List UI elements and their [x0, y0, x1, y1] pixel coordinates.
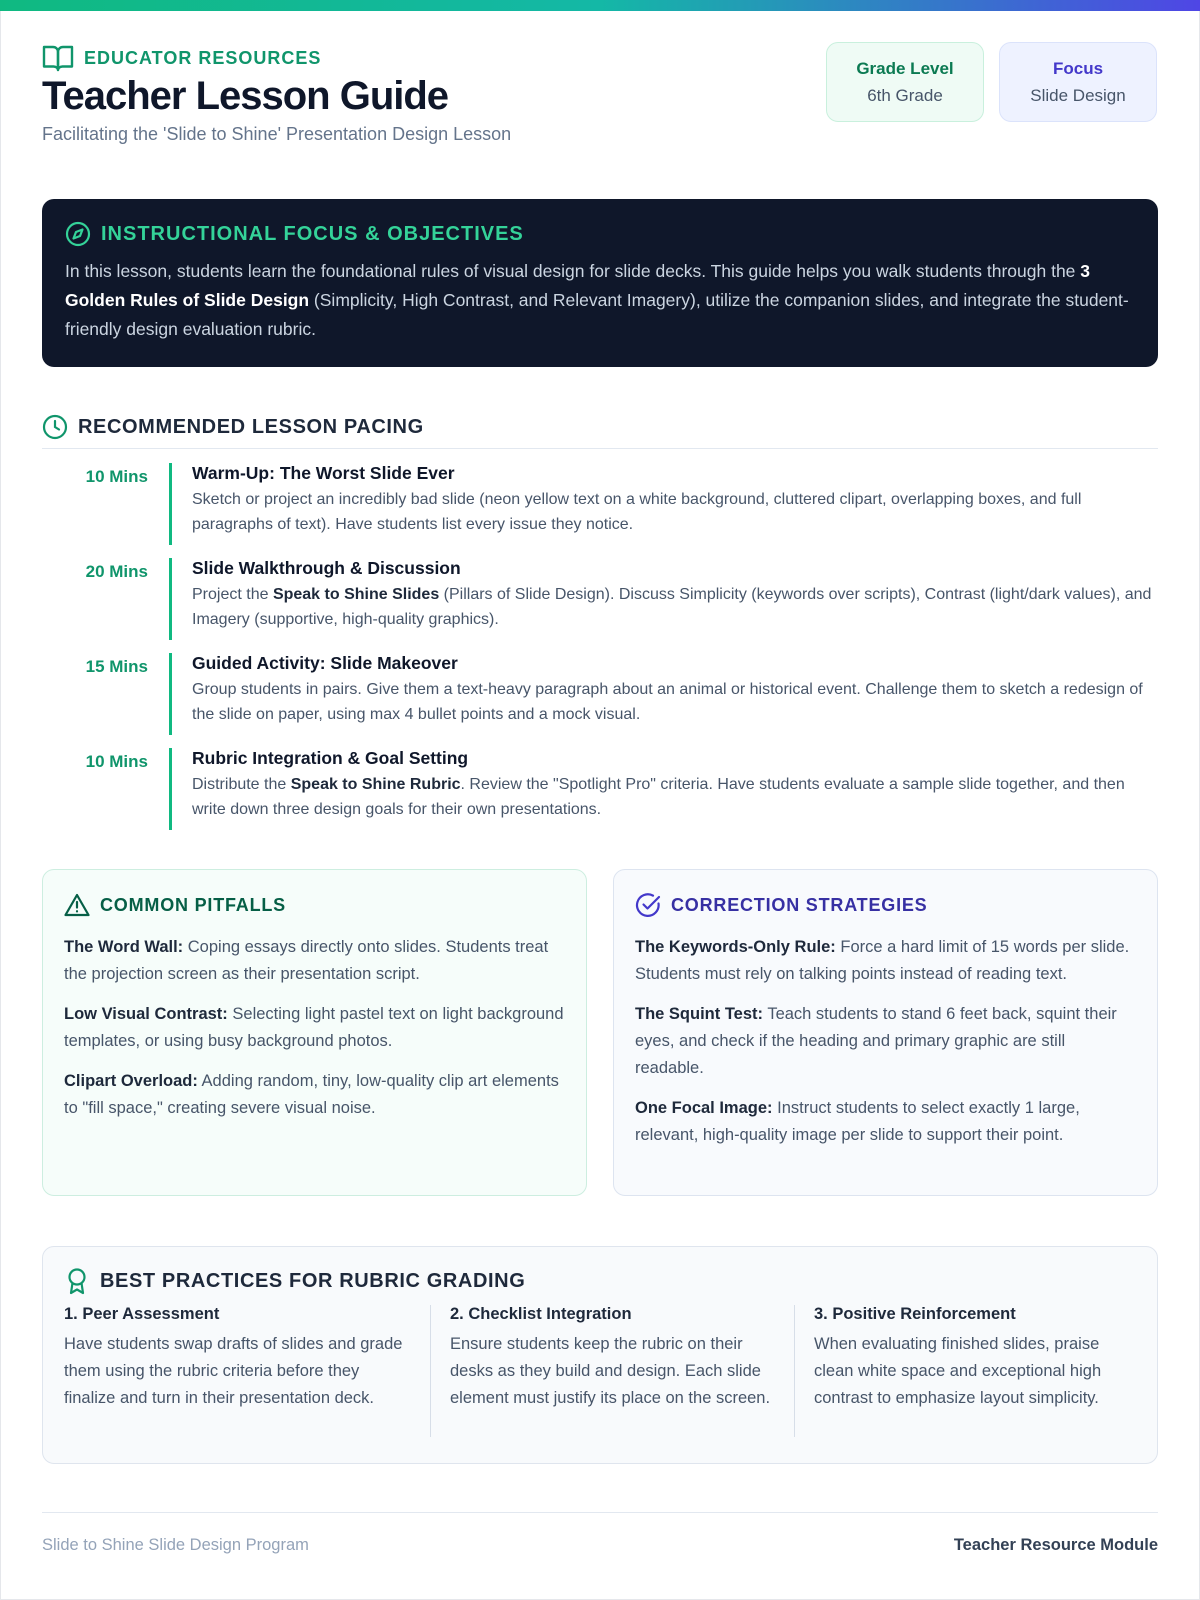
best-practices-title: BEST PRACTICES FOR RUBRIC GRADING: [100, 1269, 526, 1292]
pacing-item-desc: Group students in pairs. Give them a text-heavy paragraph about an animal or historical event. Challenge them to sketch a redesign of the slide on paper, using max 4 bullet points and a mock visual.: [192, 681, 1143, 723]
best-practice-text: When evaluating finished slides, praise clean white space and exceptional high contrast to emphasize layout simplicity.: [814, 1335, 1102, 1407]
eyebrow: [42, 44, 321, 72]
strategy-item: The Squint Test: Teach students to stand 6 feet back, squint their eyes, and check if the heading and primary graphic are still readable.: [635, 1005, 1117, 1077]
pacing-item-title: Rubric Integration & Goal Setting: [192, 748, 469, 768]
pitfalls-title: COMMON PITFALLS: [100, 894, 286, 915]
timeline-bar: [169, 653, 172, 735]
divider: [42, 448, 1158, 449]
best-practice-column: [814, 1305, 1134, 1412]
badge-value: 6th Grade: [867, 86, 943, 105]
strategies-card: [613, 869, 1158, 1196]
strategies-title: CORRECTION STRATEGIES: [671, 894, 928, 915]
pacing-item: [42, 748, 1158, 830]
pacing-item: [42, 653, 1158, 735]
best-practice-title: 2. Checklist Integration: [450, 1305, 632, 1323]
pacing-duration: 10 Mins: [85, 752, 148, 771]
column-divider: [430, 1305, 431, 1437]
check-circle-icon: [635, 892, 661, 918]
award-ribbon-icon: [64, 1267, 90, 1295]
pacing-title: RECOMMENDED LESSON PACING: [78, 415, 424, 438]
footer-divider: [42, 1512, 1158, 1513]
timeline-bar: [169, 558, 172, 640]
best-practices-panel: [42, 1246, 1158, 1464]
pacing-item-title: Warm-Up: The Worst Slide Ever: [192, 463, 455, 483]
page-title: Teacher Lesson Guide: [42, 74, 449, 118]
compass-icon: [65, 221, 91, 247]
open-book-icon: [42, 44, 74, 72]
badge-value: Slide Design: [1030, 86, 1126, 105]
pitfall-item: Low Visual Contrast: Selecting light pastel text on light background templates, or using busy background photos.: [64, 1005, 564, 1050]
timeline-bar: [169, 463, 172, 545]
pacing-duration: 20 Mins: [85, 562, 148, 581]
pacing-item-desc: Distribute the Speak to Shine Rubric. Review the "Spotlight Pro" criteria. Have students evaluate a sample slide together, and then write down three design goals for their own presentations.: [192, 776, 1125, 818]
badge-label: Grade Level: [856, 59, 954, 78]
clock-icon: [42, 414, 68, 440]
pacing-item: [42, 558, 1158, 640]
warning-icon: [64, 893, 90, 917]
pacing-item-title: Slide Walkthrough & Discussion: [192, 558, 461, 578]
pacing-header: [42, 414, 424, 440]
footer-program-name: Slide to Shine Slide Design Program: [42, 1536, 309, 1554]
footer-module-name: Teacher Resource Module: [953, 1536, 1158, 1554]
strategy-item: The Keywords-Only Rule: Force a hard limit of 15 words per slide. Students must rely on talking points instead of reading text.: [635, 938, 1130, 983]
badge-label: Focus: [1052, 59, 1104, 78]
page-subtitle: Facilitating the 'Slide to Shine' Presentation Design Lesson: [42, 124, 512, 144]
pacing-item-desc: Sketch or project an incredibly bad slide (neon yellow text on a white background, cluttered clipart, overlapping boxes, and full paragraphs of text). Have students list every issue they notice.: [192, 491, 1082, 533]
pacing-duration: 15 Mins: [85, 657, 148, 676]
best-practice-title: 1. Peer Assessment: [64, 1305, 220, 1323]
best-practice-text: Ensure students keep the rubric on their desks as they build and design. Each slide element must justify its place on the screen.: [450, 1335, 771, 1407]
best-practice-text: Have students swap drafts of slides and grade them using the rubric criteria before they finalize and turn in their presentation deck.: [64, 1335, 403, 1407]
focus-badge: [999, 42, 1157, 122]
pitfall-item: Clipart Overload: Adding random, tiny, low-quality clip art elements to "fill space," creating severe visual noise.: [64, 1072, 559, 1117]
objectives-text: In this lesson, students learn the foundational rules of visual design for slide decks. This guide helps you walk students through the 3 Golden Rules of Slide Design (Simplicity, High Contrast, and Relevant Imagery), utilize the companion slides, and integrate the student-friendly design evaluation rubric.: [65, 261, 1129, 339]
grade-level-badge: [826, 42, 984, 122]
best-practice-column: [64, 1305, 404, 1412]
pacing-item-desc: Project the Speak to Shine Slides (Pillars of Slide Design). Discuss Simplicity (keywords over scripts), Contrast (light/dark values), and Imagery (supportive, high-quality graphics).: [192, 586, 1152, 628]
pacing-item: [42, 463, 1158, 545]
pitfalls-card: [42, 869, 587, 1196]
best-practice-title: 3. Positive Reinforcement: [814, 1305, 1016, 1323]
top-accent-bar: [0, 0, 1200, 11]
column-divider: [794, 1305, 795, 1437]
pacing-duration: 10 Mins: [85, 467, 148, 486]
eyebrow-label: EDUCATOR RESOURCES: [84, 47, 322, 68]
pacing-item-title: Guided Activity: Slide Makeover: [192, 653, 458, 673]
objectives-panel: [42, 199, 1158, 367]
pitfall-item: The Word Wall: Coping essays directly onto slides. Students treat the projection screen as their presentation script.: [64, 938, 549, 983]
best-practice-column: [450, 1305, 780, 1412]
strategy-item: One Focal Image: Instruct students to select exactly 1 large, relevant, high-quality image per slide to support their point.: [635, 1099, 1080, 1144]
timeline-bar: [169, 748, 172, 830]
objectives-title: INSTRUCTIONAL FOCUS & OBJECTIVES: [101, 222, 524, 245]
